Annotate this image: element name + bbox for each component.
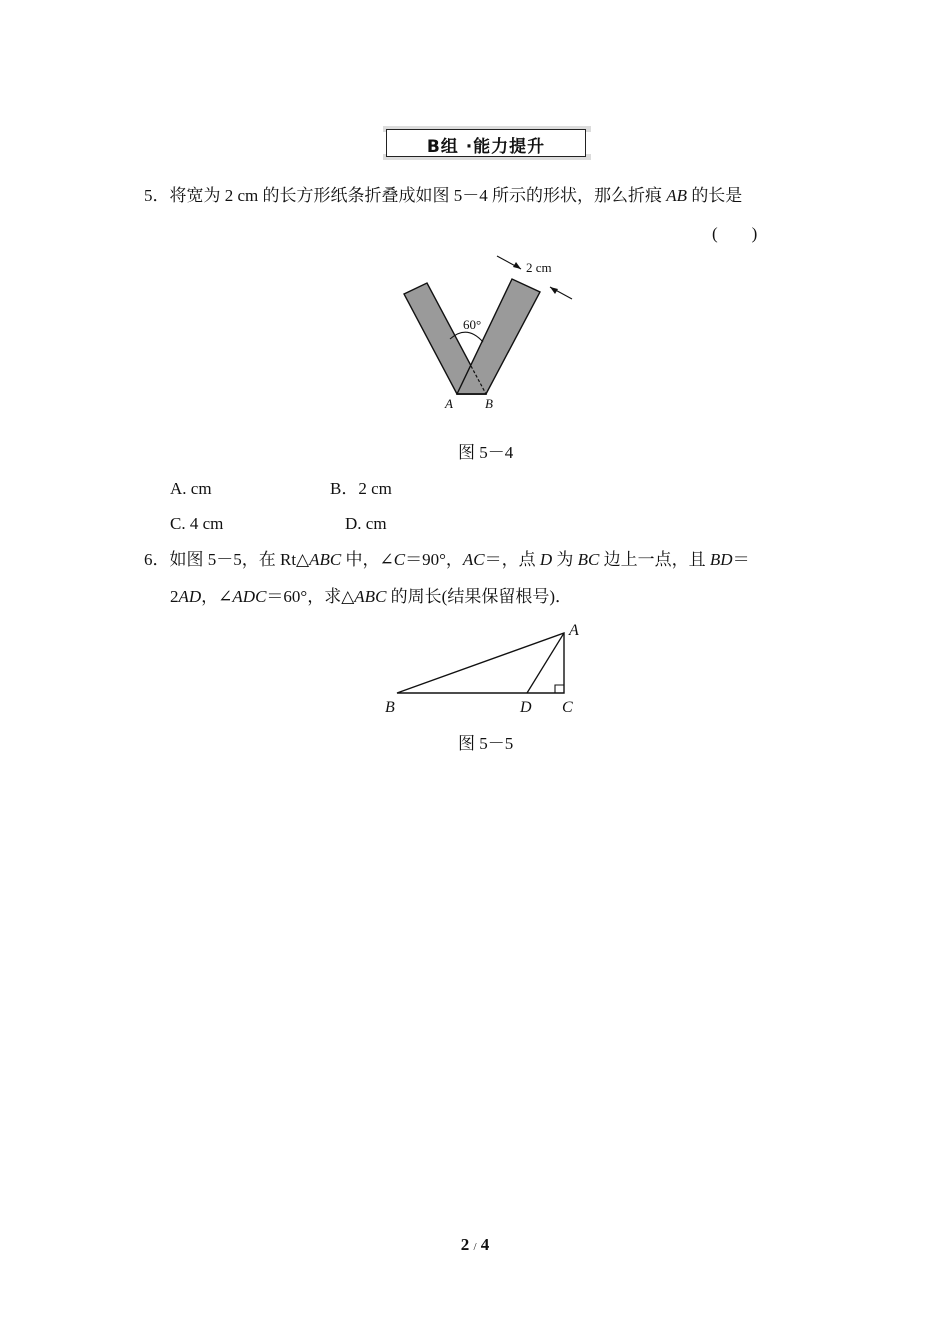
segment-ad [527, 633, 564, 693]
question-6-line-2: 2AD，∠ADC＝60°，求△ABC 的周长(结果保留根号)． [170, 587, 572, 606]
point-b-label: B [385, 699, 395, 716]
page-number: 2 / 4 [460, 1235, 490, 1254]
figure-5-4-caption: 图 5－4 [458, 443, 514, 462]
figure-5-4 [395, 252, 575, 417]
option-a: A. cm [170, 479, 212, 498]
question-6-line-1: 6．如图 5－5，在 Rt△ABC 中，∠C＝90°，AC＝，点 D 为 BC 边上一点，且 BD＝ [144, 550, 750, 569]
figure-5-5 [380, 618, 590, 720]
triangle-abc [397, 633, 564, 693]
option-d: D. cm [345, 514, 387, 533]
figure-5-5-caption: 图 5－5 [458, 734, 514, 753]
option-c: C. 4 cm [170, 514, 224, 533]
angle-label: 60° [463, 317, 482, 332]
point-c-label: C [562, 699, 573, 716]
question-6-number: 6． [144, 550, 170, 569]
right-angle-mark [555, 685, 564, 693]
answer-paren: ( ) [712, 224, 758, 243]
option-b: B．2 cm [330, 479, 392, 498]
section-title: B组 ·能力提升 [426, 137, 546, 157]
width-label: 2 cm [526, 260, 552, 275]
width-arrowhead-left [513, 262, 521, 269]
point-d-label: D [520, 699, 532, 716]
point-a-label: A [445, 396, 453, 411]
point-a-label: A [569, 622, 579, 639]
question-5-text: 5．将宽为 2 cm 的长方形纸条折叠成如图 5－4 所示的形状，那么折痕 AB 的长是 [144, 186, 743, 205]
right-paper-strip [457, 279, 540, 394]
point-b-label: B [485, 396, 493, 411]
question-5-number: 5． [144, 186, 170, 205]
width-arrowhead-right [550, 287, 558, 294]
